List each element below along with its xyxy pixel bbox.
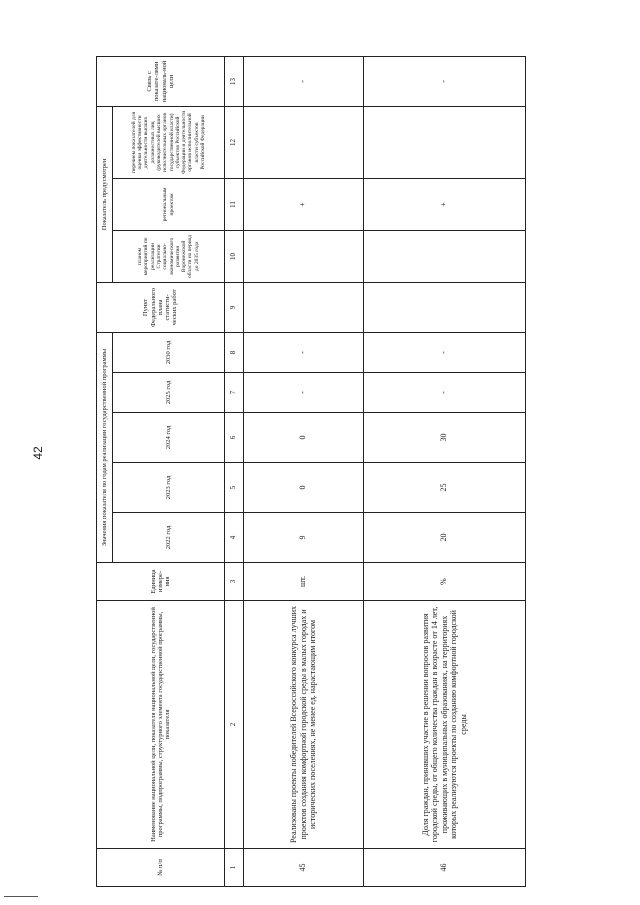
unit-cell: % xyxy=(364,563,526,601)
header-values-group: Значения показателя по годам реализации государственной программы xyxy=(97,332,113,562)
header-pred-regional: региональным проектом xyxy=(113,178,225,230)
value-2024: 30 xyxy=(364,413,526,463)
column-number: 2 xyxy=(225,601,244,849)
column-number: 6 xyxy=(225,413,244,463)
unit-cell: шт. xyxy=(244,563,364,601)
header-year-2030: 2030 год xyxy=(113,332,225,372)
column-number: 8 xyxy=(225,332,244,372)
header-pred-efficiency: перечнем показателей для оценки эффективности деятельности высших должностных лиц (руководителей высших исполнительных органов государственной власти) субъектов Российской Федерации и деятельности органов исполнительной власти субъектов Российской Федерации xyxy=(113,106,225,178)
value-2030: - xyxy=(244,332,364,372)
link-cell: - xyxy=(364,56,526,106)
header-unit: Единица измере-ния xyxy=(97,563,225,601)
header-link: Связь с показате-лями националь-ной цели xyxy=(97,56,225,106)
header-pred-group: Показатель предусмотрен xyxy=(97,106,113,282)
row-number: 46 xyxy=(364,849,526,887)
regional-cell: + xyxy=(364,178,526,230)
value-2024: 0 xyxy=(244,413,364,463)
column-number: 1 xyxy=(225,849,244,887)
value-2023: 0 xyxy=(244,463,364,513)
efficiency-cell xyxy=(364,106,526,178)
header-year-2023: 2023 год xyxy=(113,463,225,513)
header-year-2024: 2024 год xyxy=(113,413,225,463)
value-2022: 9 xyxy=(244,513,364,563)
header-num: № п/п xyxy=(97,849,225,887)
value-2022: 20 xyxy=(364,513,526,563)
indicator-name: Доля граждан, принявших участие в решении вопросов развития городской среды, от общего количества граждан в возрасте от 14 лет, проживающих в муниципальных образованиях, на территориях которых реализуются проекты по созданию комфортной городской среды xyxy=(364,601,526,849)
header-fed-plan: Пункт Федерального плана статисти-ческих работ xyxy=(97,282,225,332)
header-year-2025: 2025 год xyxy=(113,373,225,413)
column-number-row xyxy=(225,56,244,886)
row-number: 45 xyxy=(244,849,364,887)
margin-mark xyxy=(4,896,38,897)
column-number: 10 xyxy=(225,230,244,282)
column-number: 7 xyxy=(225,373,244,413)
indicator-name: Реализованы проекты победителей Всероссийского конкурса лучших проектов создания комфортной городской среды в малых городах и исторических поселениях, не менее ед. нарастающим итогом xyxy=(244,601,364,849)
link-cell: - xyxy=(244,56,364,106)
value-2025: - xyxy=(244,373,364,413)
column-number: 9 xyxy=(225,282,244,332)
header-name: Наименование национальной цели, показателя национальной цели, государственной программы, подпрограммы, структурного элемента государственной программы, показателя xyxy=(97,601,225,849)
header-year-2022: 2022 год xyxy=(113,513,225,563)
column-number: 4 xyxy=(225,513,244,563)
value-2030: - xyxy=(364,332,526,372)
strategy-cell xyxy=(364,230,526,282)
column-number: 12 xyxy=(225,106,244,178)
table-row xyxy=(364,56,526,886)
table-row xyxy=(244,56,364,886)
rotated-table-wrapper xyxy=(96,57,526,887)
value-2023: 25 xyxy=(364,463,526,513)
column-number: 11 xyxy=(225,178,244,230)
regional-cell: + xyxy=(244,178,364,230)
column-number: 13 xyxy=(225,56,244,106)
fed-plan-cell xyxy=(244,282,364,332)
header-pred-strategy: планом мероприятий по реализации Стратегии социально-экономического развития Воронежской области на период до 2035 года xyxy=(113,230,225,282)
column-number: 5 xyxy=(225,463,244,513)
page-number: 42 xyxy=(31,446,45,460)
indicators-table xyxy=(96,56,526,887)
strategy-cell xyxy=(244,230,364,282)
efficiency-cell xyxy=(244,106,364,178)
value-2025: - xyxy=(364,373,526,413)
column-number: 3 xyxy=(225,563,244,601)
fed-plan-cell xyxy=(364,282,526,332)
